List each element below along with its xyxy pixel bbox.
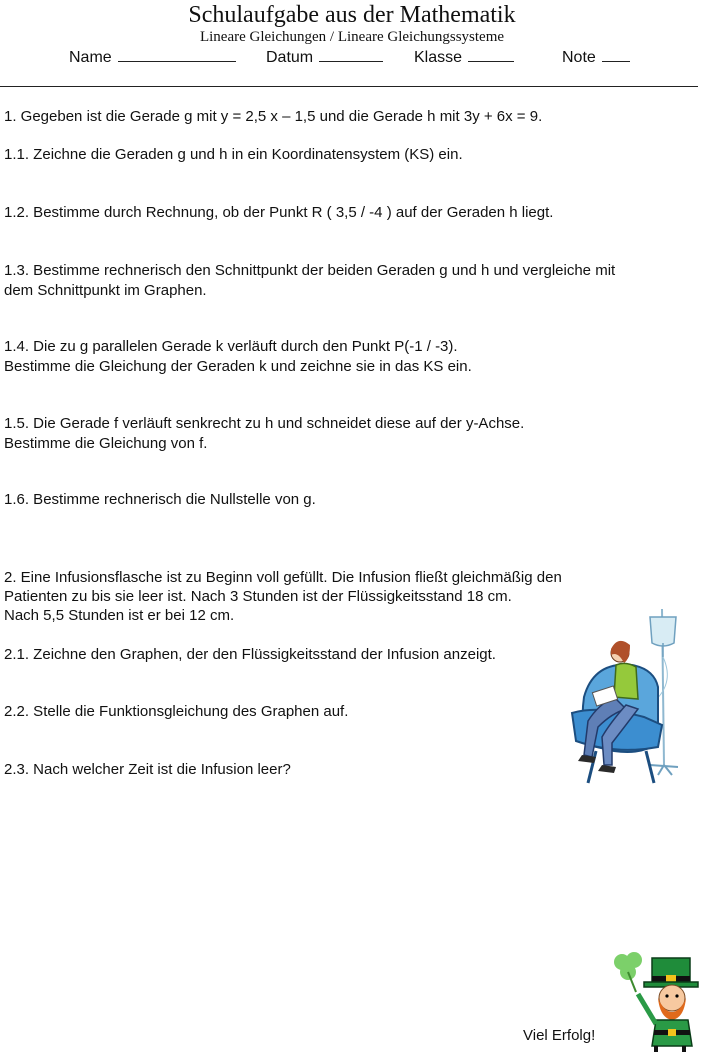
task-2-3: 2.3. Nach welcher Zeit ist die Infusion leer? (4, 761, 291, 778)
page-title: Schulaufgabe aus der Mathematik (188, 2, 516, 28)
infusion-patient-illustration (566, 605, 698, 800)
task-1: 1. Gegeben ist die Gerade g mit y = 2,5 x – 1,5 und die Gerade h mit 3y + 6x = 9. (4, 108, 543, 125)
task-1-4-line-1: 1.4. Die zu g parallelen Gerade k verläuft durch den Punkt P(-1 / -3). (4, 338, 458, 355)
note-label: Note (562, 49, 596, 66)
leprechaun-illustration (608, 948, 700, 1052)
name-label: Name (69, 49, 112, 66)
task-2-1: 2.1. Zeichne den Graphen, der den Flüssigkeitsstand der Infusion anzeigt. (4, 646, 496, 663)
task-1-6: 1.6. Bestimme rechnerisch die Nullstelle von g. (4, 491, 316, 508)
task-1-5-line-1: 1.5. Die Gerade f verläuft senkrecht zu h und schneidet diese auf der y-Achse. (4, 415, 525, 432)
task-2-line-1: 2. Eine Infusionsflasche ist zu Beginn voll gefüllt. Die Infusion fließt gleichmäßig den (4, 569, 562, 586)
header-fields (0, 47, 704, 69)
name-field (69, 47, 236, 67)
task-2-line-2: Patienten zu bis sie leer ist. Nach 3 Stunden ist der Flüssigkeitsstand 18 cm. (4, 588, 512, 605)
klasse-label: Klasse (414, 49, 463, 66)
task-1-3-line-1: 1.3. Bestimme rechnerisch den Schnittpunkt der beiden Geraden g und h und vergleiche mit (4, 262, 616, 279)
task-2-2: 2.2. Stelle die Funktionsgleichung des Graphen auf. (4, 703, 349, 720)
klasse-field (414, 47, 514, 67)
note-blank (602, 47, 630, 62)
note-field (562, 47, 630, 67)
task-2-line-3: Nach 5,5 Stunden ist er bei 12 cm. (4, 607, 235, 624)
klasse-blank (468, 47, 514, 62)
task-1-2: 1.2. Bestimme durch Rechnung, ob der Punkt R ( 3,5 / -4 ) auf der Geraden h liegt. (4, 204, 554, 221)
task-1-1: 1.1. Zeichne die Geraden g und h in ein Koordinatensystem (KS) ein. (4, 146, 463, 163)
name-blank (118, 47, 236, 62)
datum-label: Datum (266, 49, 314, 66)
datum-blank (319, 47, 383, 62)
task-1-3-line-2: dem Schnittpunkt im Graphen. (4, 282, 207, 299)
task-1-4-line-2: Bestimme die Gleichung der Geraden k und zeichne sie in das KS ein. (4, 358, 472, 375)
closing-text: Viel Erfolg! (523, 1027, 596, 1044)
task-1-5-line-2: Bestimme die Gleichung von f. (4, 435, 208, 452)
datum-field (266, 47, 383, 67)
page-subtitle: Lineare Gleichungen / Lineare Gleichungssysteme (199, 29, 505, 45)
header-divider (0, 86, 698, 87)
